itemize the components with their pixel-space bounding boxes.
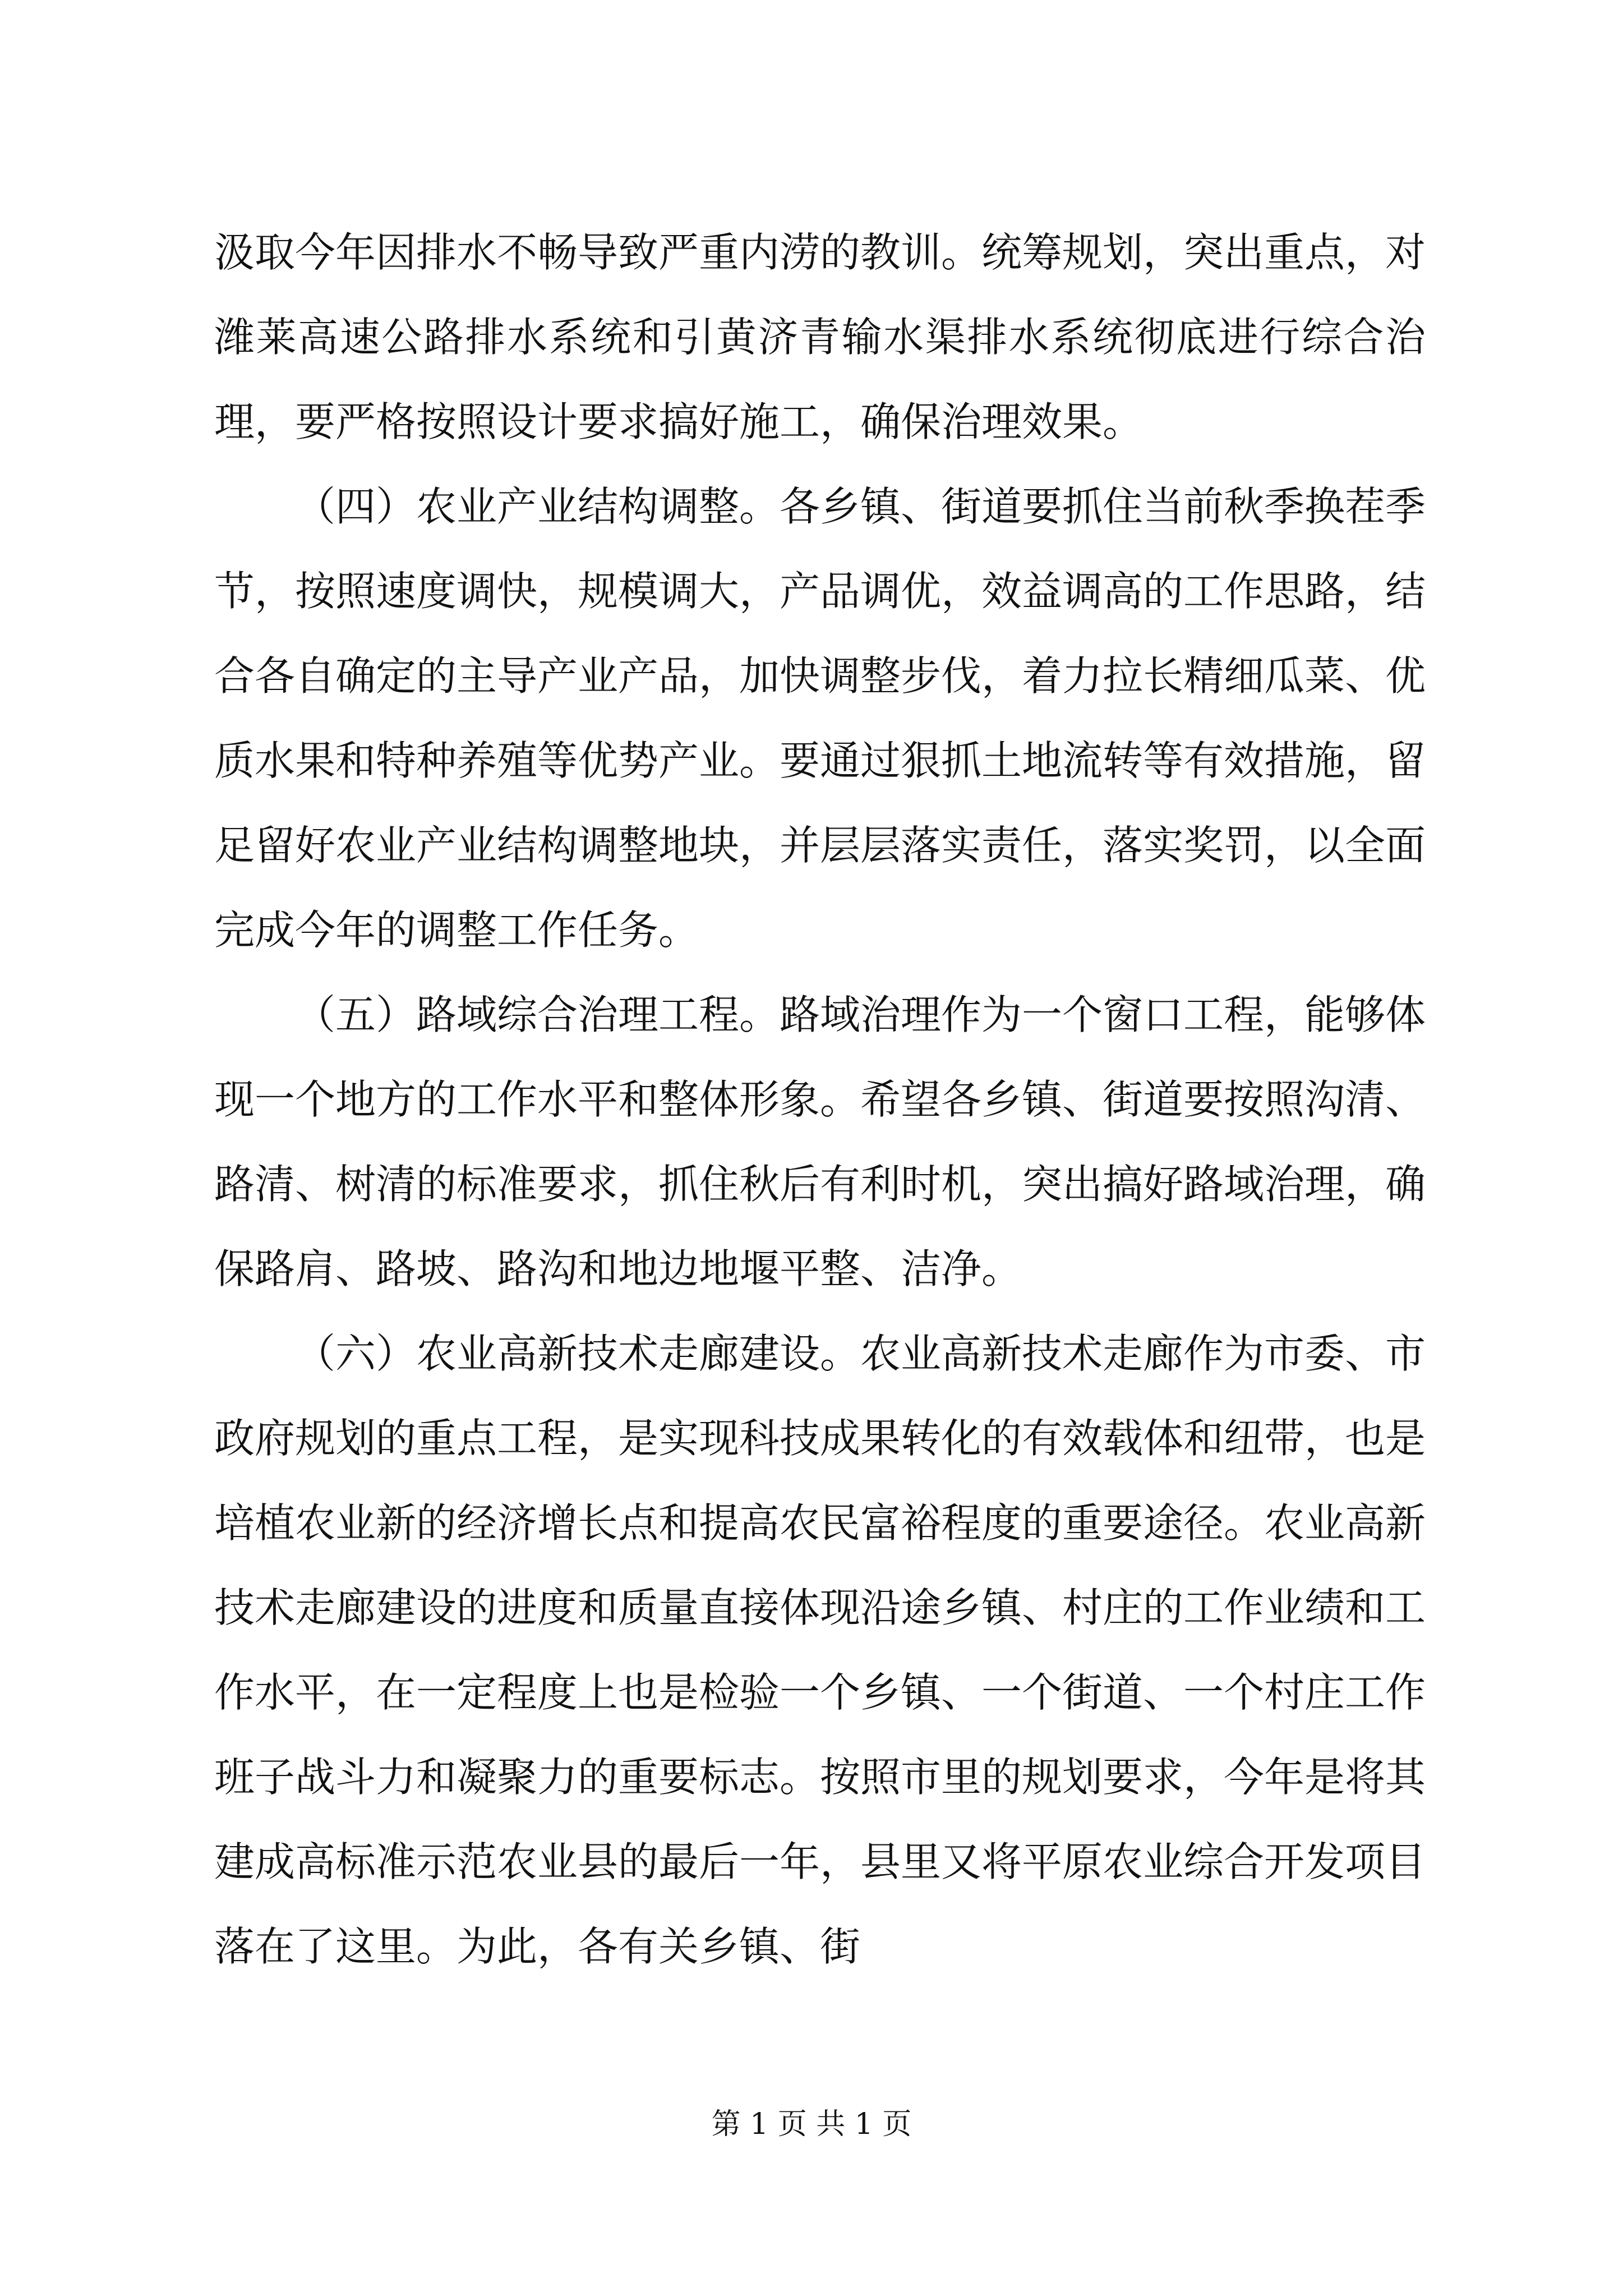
paragraph-structure-adjustment: （四）农业产业结构调整。各乡镇、街道要抓住当前秋季换茬季节，按照速度调快，规模调大，产品调优，效益调高的工作思路，结合各自确定的主导产业产品，加快调整步伐，着力拉长精细瓜菜、优质水果和特种养殖等优势产业。要通过狠抓土地流转等有效措施，留足留好农业产业结构调整地块，并层层落实责任，落实奖罚，以全面完成今年的调整工作任务。 [214,483,1426,954]
paragraph-road-governance: （五）路域综合治理工程。路域治理作为一个窗口工程，能够体现一个地方的工作水平和整体形象。希望各乡镇、街道要按照沟清、路清、树清的标准要求，抓住秋后有利时机，突出搞好路域治理，确保路肩、路坡、路沟和地边地堰平整、洁净。 [214,991,1426,1292]
paragraph-drainage: 汲取今年因排水不畅导致严重内涝的教训。统筹规划，突出重点，对潍莱高速公路排水系统和引黄济青输水渠排水系统彻底进行综合治理，要严格按照设计要求搞好施工，确保治理效果。 [214,229,1426,445]
page-footer: 第 1 页 共 1 页 [711,2108,912,2141]
paragraph-hightech-corridor: （六）农业高新技术走廊建设。农业高新技术走廊作为市委、市政府规划的重点工程，是实现科技成果转化的有效载体和纽带，也是培植农业新的经济增长点和提高农民富裕程度的重要途径。农业高新技术走廊建设的进度和质量直接体现沿途乡镇、村庄的工作业绩和工作水平，在一定程度上也是检验一个乡镇、一个街道、一个村庄工作班子战斗力和凝聚力的重要标志。按照市里的规划要求，今年是将其建成高标准示范农业县的最后一年，县里又将平原农业综合开发项目落在了这里。为此，各有关乡镇、街 [214,1330,1426,1970]
document-body [214,210,1426,1989]
